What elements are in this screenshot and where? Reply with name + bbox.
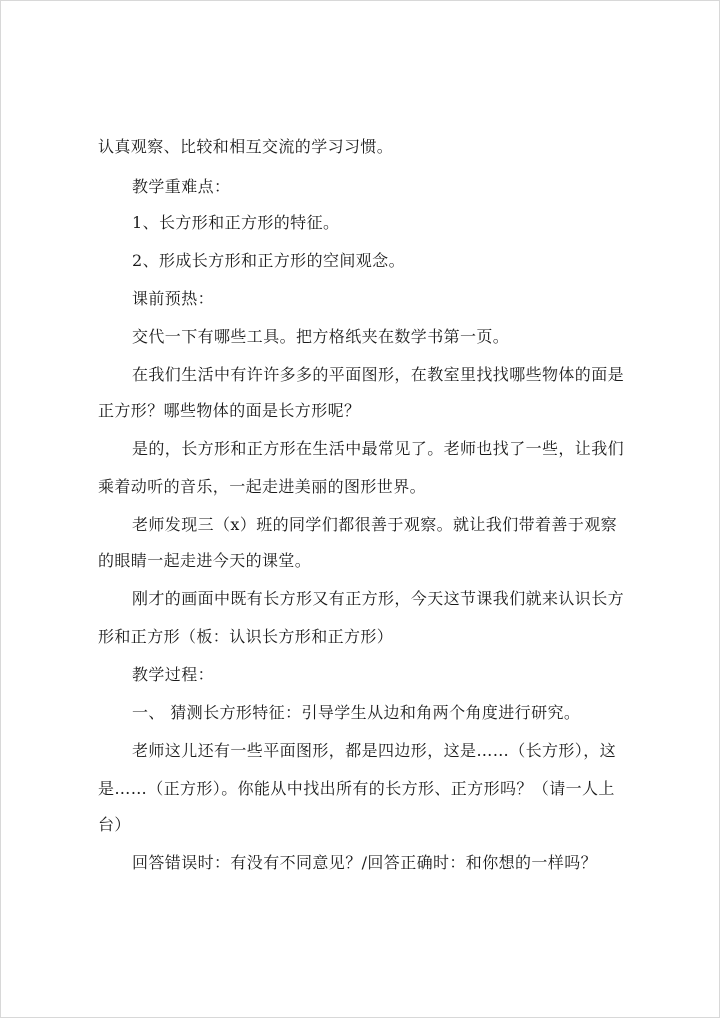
section-heading: 课前预热： xyxy=(132,289,215,308)
text-line: 刚才的画面中既有长方形又有正方形，今天这节课我们就来认识长方 xyxy=(132,589,625,608)
text-line: 在我们生活中有许许多多的平面图形，在教室里找找哪些物体的面是 xyxy=(132,365,625,384)
text-line: 正方形？哪些物体的面是长方形呢？ xyxy=(98,401,361,420)
text-line: 的眼睛一起走进今天的课堂。 xyxy=(98,551,312,570)
section-heading: 教学过程： xyxy=(132,665,215,684)
text-line: 回答错误时：有没有不同意见？/回答正确时：和你想的一样吗？ xyxy=(132,853,597,872)
list-item: 1、长方形和正方形的特征。 xyxy=(132,213,340,232)
text-line: 是的，长方形和正方形在生活中最常见了。老师也找了一些，让我们 xyxy=(132,439,625,458)
text-line: 交代一下有哪些工具。把方格纸夹在数学书第一页。 xyxy=(132,327,510,346)
text-line: 台） xyxy=(98,815,131,834)
text-line: 形和正方形（板：认识长方形和正方形） xyxy=(98,627,394,646)
text-line: 乘着动听的音乐，一起走进美丽的图形世界。 xyxy=(98,477,427,496)
text-line: 老师发现三（x）班的同学们都很善于观察。就让我们带着善于观察 xyxy=(132,515,618,534)
list-item: 2、形成长方形和正方形的空间观念。 xyxy=(132,251,405,270)
text-line: 一、 猜测长方形特征：引导学生从边和角两个角度进行研究。 xyxy=(132,703,581,722)
section-heading: 教学重难点： xyxy=(132,177,231,196)
text-line: 老师这儿还有一些平面图形，都是四边形，这是……（长方形），这 xyxy=(132,741,617,760)
text-line: 是……（正方形）。你能从中找出所有的长方形、正方形吗？（请一人上 xyxy=(98,779,615,798)
text-line: 认真观察、比较和相互交流的学习习惯。 xyxy=(98,137,394,156)
